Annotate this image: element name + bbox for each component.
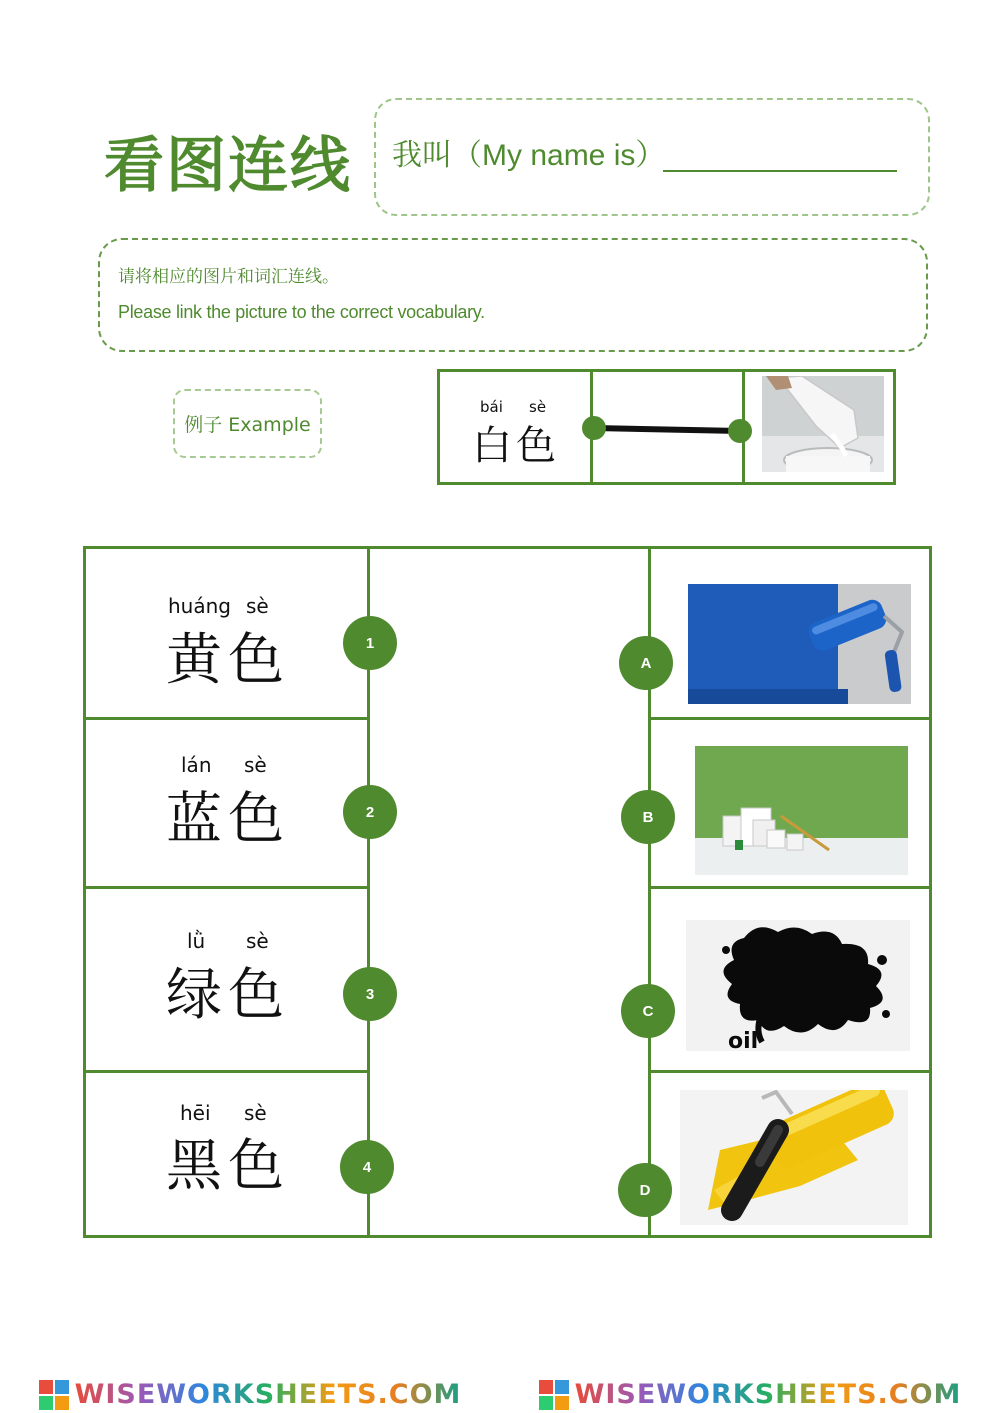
link-area[interactable]	[367, 546, 651, 1238]
word-2-connector[interactable]: 2	[343, 785, 397, 839]
instruction-chinese: 请将相应的图片和词汇连线。	[118, 267, 339, 287]
word-4-connector[interactable]: 4	[340, 1140, 394, 1194]
word-4: 黑色	[166, 1134, 290, 1199]
white-paint-bucket-icon	[762, 376, 884, 472]
brand-text-1: WISEWORKSHEETS.COM	[74, 1379, 462, 1410]
example-link-line	[580, 414, 755, 444]
example-label: 例子 Example	[173, 389, 322, 458]
word-1-pinyin-1: huáng	[168, 594, 231, 618]
brand-logo-icon	[539, 1380, 569, 1410]
instructions-box	[98, 238, 928, 352]
black-oil-splash-icon	[686, 920, 910, 1051]
word-2: 蓝色	[166, 787, 290, 852]
brand-logo-icon	[39, 1380, 69, 1410]
word-1-connector[interactable]: 1	[343, 616, 397, 670]
oil-caption: oil	[728, 1029, 759, 1051]
word-3-connector[interactable]: 3	[343, 967, 397, 1021]
instruction-english: Please link the picture to the correct vocabulary.	[118, 302, 485, 322]
example-pinyin-1: bái	[480, 398, 503, 416]
word-2-pinyin-2: sè	[244, 753, 267, 777]
picture-d-connector[interactable]: D	[618, 1163, 672, 1217]
word-3-pinyin-1: lǜ	[187, 929, 206, 953]
page-title: 看图连线	[104, 131, 352, 201]
example-pinyin-2: sè	[529, 398, 547, 416]
word-3: 绿色	[166, 963, 290, 1028]
blue-paint-roller-icon	[688, 584, 911, 704]
green-wall-paint-cans-icon	[695, 746, 908, 875]
picture-b-connector[interactable]: B	[621, 790, 675, 844]
footer-brand	[0, 1376, 1000, 1413]
example-word: 白色	[472, 423, 560, 469]
word-4-pinyin-2: sè	[244, 1101, 267, 1125]
word-3-pinyin-2: sè	[246, 929, 269, 953]
word-1: 黄色	[166, 628, 290, 693]
name-input-line[interactable]	[663, 170, 897, 172]
picture-c-connector[interactable]: C	[621, 984, 675, 1038]
word-4-pinyin-1: hēi	[180, 1101, 211, 1125]
brand-text-2: WISEWORKSHEETS.COM	[574, 1379, 962, 1410]
yellow-paint-roller-icon	[680, 1090, 908, 1225]
word-1-pinyin-2: sè	[246, 594, 269, 618]
word-2-pinyin-1: lán	[181, 753, 212, 777]
picture-a-connector[interactable]: A	[619, 636, 673, 690]
name-label: 我叫（My name is）	[392, 139, 666, 172]
